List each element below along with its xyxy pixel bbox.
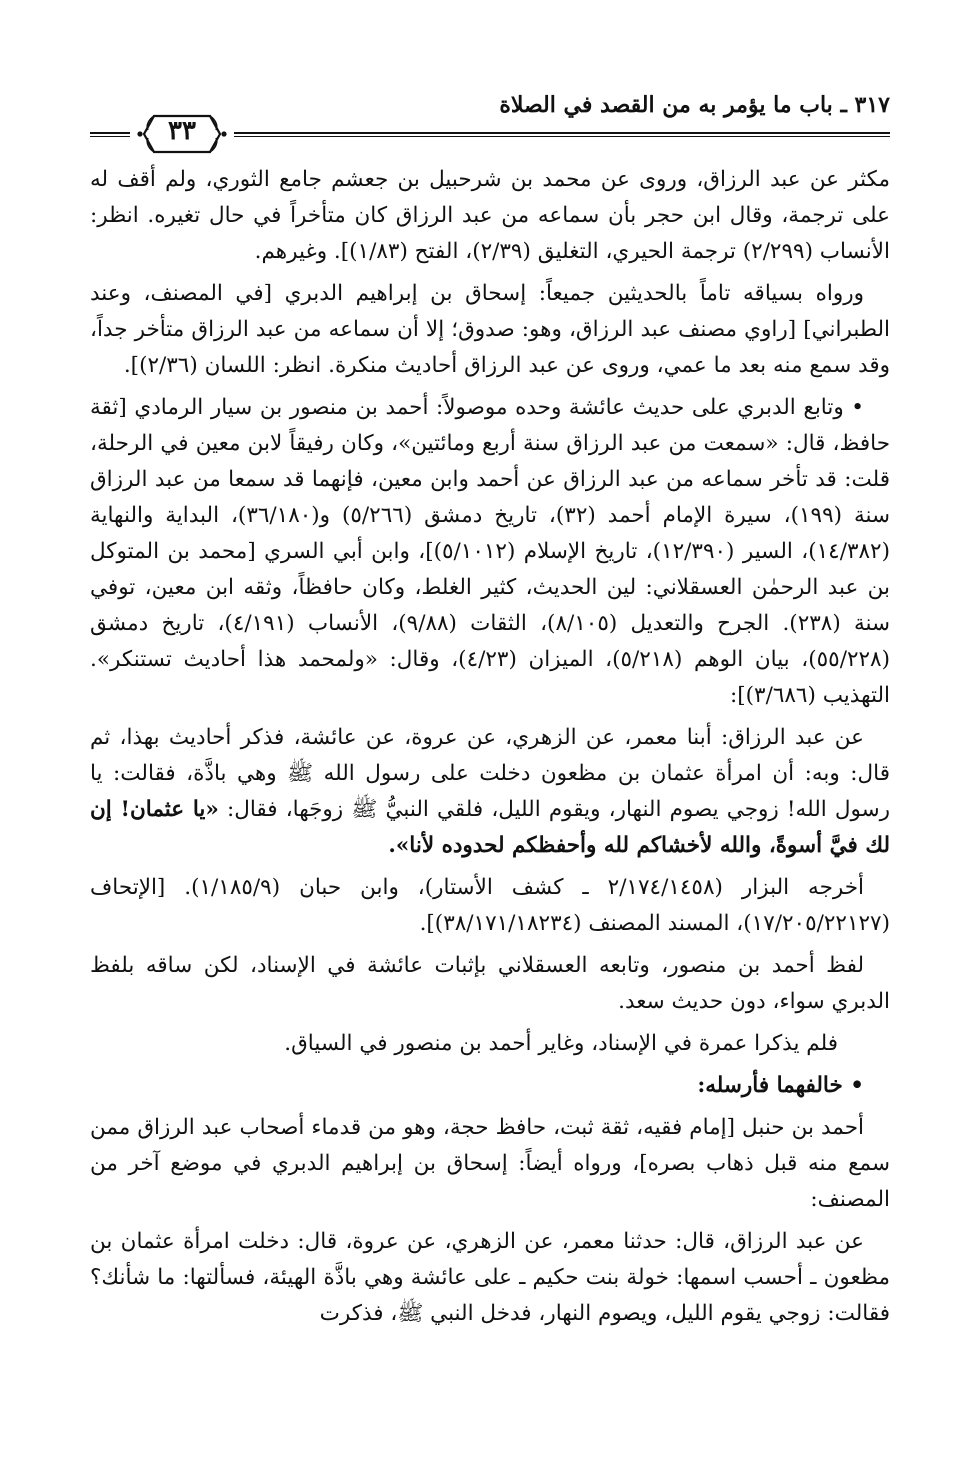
paragraph-text: عن عبد الرزاق، قال: حدثنا معمر، عن الزهري، عن عروة، قال: دخلت امرأة عثمان بن مظعون ـ أحسب اسمها: خولة بنت حكيم ـ على عائشة وهي باذَّة الهيئة، فسألتها: ما شأنك؟ فقالت: زوجي يقوم الليل، ويصوم النهار، فدخل النبي ﷺ، فذكرت [90,1229,890,1326]
paragraph-text: فلم يذكرا عمرة في الإسناد، وغاير أحمد بن منصور في السياق. [284,1031,838,1056]
paragraph-takhrij [90,870,890,942]
paragraph-hadith [90,720,890,864]
hadith-quote: «يا عثمان! إن لك فيَّ أسوةً، والله لأخشاكم لله وأحفظكم لحدوده لأنا». [90,797,890,858]
paragraph-text: عن عبد الرزاق: أبنا معمر، عن الزهري، عن عروة، عن عائشة، فذكر أحاديث بهذا، ثم قال: وبه: أن امرأة عثمان بن مظعون دخلت على رسول الله ﷺ وهي باذَّة، فقالت: يا رسول الله! زوجي يصوم النهار، ويقوم الليل، فلقي النبيُّ ﷺ زوجَها، فقال: [90,725,890,822]
page-number: ٣٣ [168,116,196,146]
heading-text: • خالفهما فأرسله: [697,1073,864,1098]
paragraph-text: ورواه بسياقه تاماً بالحديثين جميعاً: إسحاق بن إبراهيم الدبري [في المصنف، وعند الطبراني] [راوي مصنف عبد الرزاق، وهو: صدوق؛ إلا أن سماعه من عبد الرزاق متأخر جداً، وقد سمع منه بعد ما عمي، وروى عن عبد الرزاق أحاديث منكرة. انظر: اللسان (٢/٣٦)]. [90,281,890,378]
paragraph [90,948,890,1020]
page-header [90,86,890,146]
paragraph [90,1110,890,1218]
page-body [90,162,890,1338]
paragraph [90,1026,890,1062]
paragraph-bullet [90,390,890,714]
paragraph-text: • وتابع الدبري على حديث عائشة وحده موصولاً: أحمد بن منصور بن سيار الرمادي [ثقة حافظ، قال: «سمعت من عبد الرزاق سنة أربع ومائتين»، وكان رفيقاً لابن معين في الرحلة، قلت: قد تأخر سماعه من عبد الرزاق عن أحمد وابن معين، فإنهما قد سمعا من عبد الرزاق سنة (١٩٩)، سيرة الإمام أحمد (٣٢)، تاريخ دمشق (٥/٢٦٦) و(٣٦/١٨٠)، البداية والنهاية (١٤/٣٨٢)، السير (١٢/٣٩٠)، تاريخ الإسلام (٥/١٠١٢)]، وابن أبي السري [محمد بن المتوكل بن عبد الرحمٰن العسقلاني: لين الحديث، كثير الغلط، وكان حافظاً، وثقه ابن معين، توفي سنة (٢٣٨). الجرح والتعديل (٨/١٠٥)، الثقات (٩/٨٨)، الأنساب (٤/١٩١)، تاريخ دمشق (٥٥/٢٢٨)، بيان الوهم (٥/٢١٨)، الميزان (٤/٢٣)، وقال: «ولمحمد هذا أحاديث تستنكر». التهذيب (٣/٦٨٦)]: [90,395,891,708]
paragraph-text: أحمد بن حنبل [إمام فقيه، ثقة ثبت، حافظ حجة، وهو من قدماء أصحاب عبد الرزاق ممن سمع منه قبل ذهاب بصره]، ورواه أيضاً: إسحاق بن إبراهيم الدبري في موضع آخر من المصنف: [90,1115,890,1212]
paragraph-continuation [90,162,890,270]
paragraph [90,1224,890,1332]
page-number-badge [130,104,234,160]
paragraph-text: لفظ أحمد بن منصور، وتابعه العسقلاني بإثبات عائشة في الإسناد، لكن ساقه بلفظ الدبري سواء، دون حديث سعد. [90,953,890,1014]
section-heading [90,1068,890,1104]
paragraph-text: أخرجه البزار (٢/١٧٤/١٤٥٨ ـ كشف الأستار)، وابن حبان (١/١٨٥/٩). [الإتحاف (١٧/٢٠٥/٢٢١٢٧)، المسند المصنف (٣٨/١٧١/١٨٢٣٤)]. [90,875,890,936]
paragraph-text: مكثر عن عبد الرزاق، وروى عن محمد بن شرحبيل بن جعشم جامع الثوري، ولم أقف له على ترجمة، وقال ابن حجر بأن سماعه من عبد الرزاق كان متأخراً في حال تغيره. انظر: الأنساب (٢/٢٩٩) ترجمة الحيري، التغليق (٢/٣٩)، الفتح (١/٨٣)]. وغيرهم. [90,167,890,264]
chapter-title: ٣١٧ ـ باب ما يؤمر به من القصد في الصلاة [499,92,890,118]
paragraph [90,276,890,384]
